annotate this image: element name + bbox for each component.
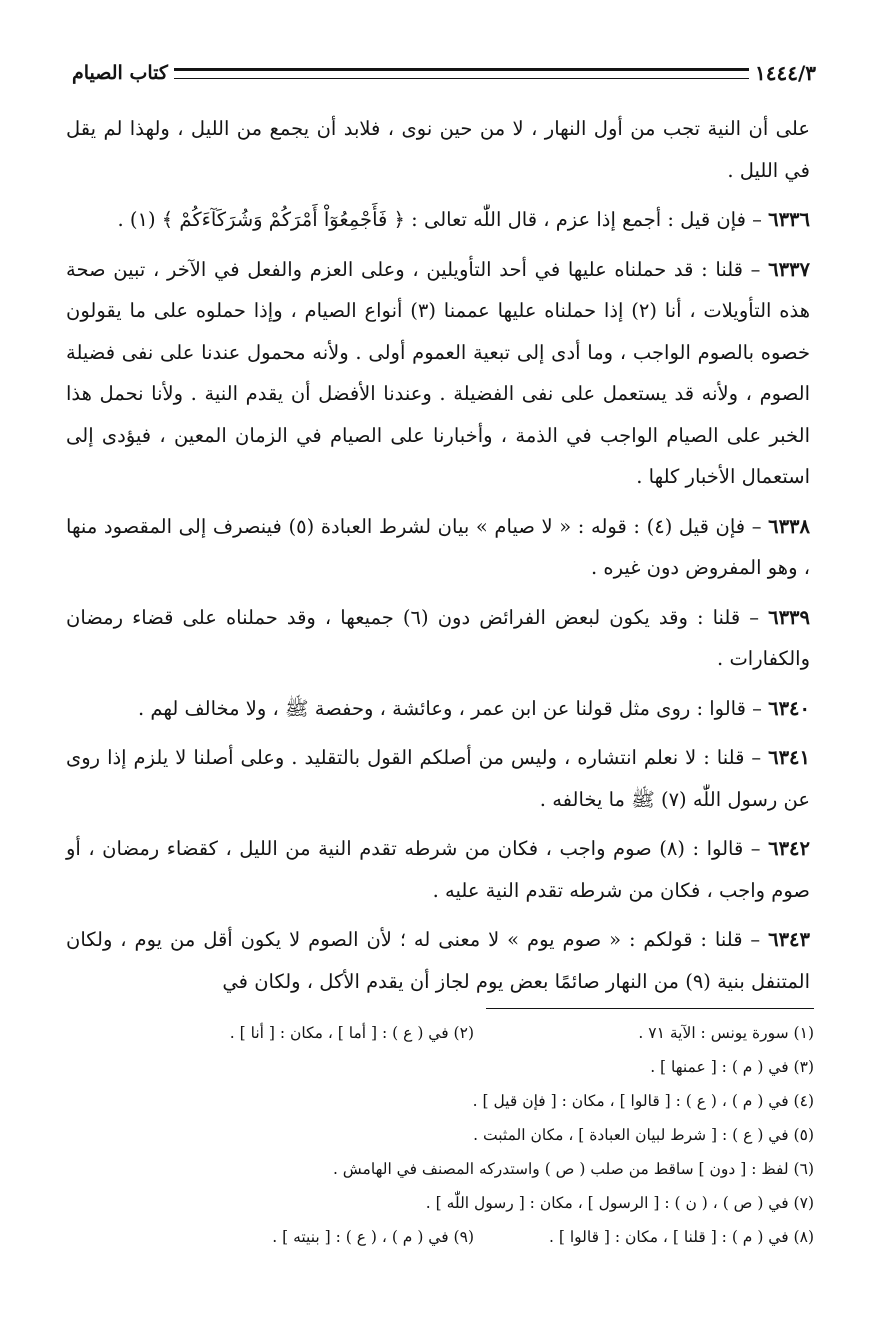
footnote: (٢) في ( ع ) : [ أما ] ، مكان : [ أنا ] .	[229, 1024, 474, 1042]
page-number: ١٤٤٤/٣	[754, 61, 816, 85]
footnote-row	[72, 1186, 814, 1220]
paragraph	[66, 688, 810, 730]
paragraph-number: ٦٣٣٧	[768, 257, 810, 281]
paragraph-text: – قالوا : (٨) صوم واجب ، فكان من شرطه تقدم النية من الليل ، كقضاء رمضان ، أو صوم واجب ، فكان من شرطه تقدم النية عليه .	[66, 837, 810, 902]
footnote-row	[72, 1050, 814, 1084]
footnote-row	[72, 1152, 814, 1186]
footnote: (١) سورة يونس : الآية ٧١ .	[638, 1024, 814, 1042]
running-header	[64, 56, 816, 90]
header-rule	[174, 68, 749, 79]
body-text	[66, 108, 810, 1010]
paragraph-number: ٦٣٣٨	[768, 514, 810, 538]
footnote-row	[72, 1118, 814, 1152]
paragraph-text: – قلنا : قولكم : « صوم يوم » لا معنى له ؛ لأن الصوم لا يكون أقل من يوم ، ولكان المتنفل بنية (٩) من النهار صائمًا بعض يوم لجاز أن يقدم الأكل ، ولكان في	[66, 928, 810, 993]
book-title: كتاب الصيام	[72, 62, 168, 84]
footnote: (٣) في ( م ) : [ عمنها ] .	[650, 1058, 814, 1076]
paragraph	[66, 249, 810, 498]
paragraph-text: على أن النية تجب من أول النهار ، لا من حين نوى ، فلابد أن يجمع من الليل ، ولهذا لم يقل في الليل .	[66, 117, 810, 182]
paragraph	[66, 199, 810, 241]
paragraph	[66, 919, 810, 1002]
footnote: (٥) في ( ع ) : [ شرط لبيان العبادة ] ، مكان المثبت .	[473, 1126, 814, 1144]
paragraph-text: – قالوا : روى مثل قولنا عن ابن عمر ، وعائشة ، وحفصة ﷺ ، ولا مخالف لهم .	[137, 696, 769, 720]
footnote: (٦) لفظ : [ دون ] ساقط من صلب ( ص ) واستدركه المصنف في الهامش .	[332, 1160, 814, 1178]
paragraph-text: – قلنا : قد حملناه عليها في أحد التأويلين ، وعلى العزم والفعل في الآخر ، تبين صحة هذه التأويلات ، أنا (٢) إذا حملناه عليها عممنا (٣) أنواع الصيام ، وإذا حملوه على ما يقولون خصوه بالصوم الواجب ، وما أدى إلى تبعية العموم أولى . ولأنه محمول عندنا على نفى فضيلة الصوم ، ولأنه قد يستعمل على نفى الفضيلة . وعندنا الأفضل أن يقدم النية . ولأنا نحمل هذا الخبر على الصيام الواجب في الذمة ، وأخبارنا على الصيام في الزمان المعين ، فيؤدى إلى استعمال الأخبار كلها .	[66, 257, 810, 488]
paragraph-number: ٦٣٤٠	[768, 696, 810, 720]
paragraph-number: ٦٣٣٩	[768, 605, 811, 629]
paragraph	[66, 737, 810, 820]
footnote-row	[72, 1084, 814, 1118]
paragraph-text: – قلنا : لا نعلم انتشاره ، وليس من أصلكم القول بالتقليد . وعلى أصلنا لا يلزم إذا روى عن رسول اللّٰه (٧) ﷺ ما يخالفه .	[66, 746, 810, 811]
footnotes	[72, 1016, 814, 1254]
footnote-row	[72, 1220, 814, 1254]
footnote-row	[72, 1016, 814, 1050]
paragraph	[66, 828, 810, 911]
paragraph	[66, 108, 810, 191]
footnote: (٩) في ( م ) ، ( ع ) : [ بنيته ] .	[272, 1228, 474, 1246]
paragraph-number: ٦٣٤٣	[768, 928, 810, 951]
footnote: (٧) في ( ص ) ، ( ن ) : [ الرسول ] ، مكان : [ رسول اللّٰه ] .	[425, 1194, 814, 1212]
paragraph	[66, 597, 810, 680]
paragraph-number: ٦٣٤١	[768, 746, 810, 769]
paragraph-number: ٦٣٣٦	[768, 208, 810, 231]
paragraph	[66, 506, 810, 589]
footnote-divider	[486, 1008, 814, 1009]
paragraph-text: – فإن قيل : أجمع إذا عزم ، قال اللّٰه تعالى : ﴿ فَأَجْمِعُوٓاْ أَمْرَكُمْ وَشُرَكَآءَكُمْ ﴾ (١) .	[117, 208, 769, 231]
footnote: (٨) في ( م ) : [ قلنا ] ، مكان : [ قالوا ] .	[548, 1228, 814, 1246]
paragraph-text: – فإن قيل (٤) : قوله : « لا صيام » بيان لشرط العبادة (٥) فينصرف إلى المقصود منها ، وهو المفروض دون غيره .	[66, 514, 810, 579]
footnote: (٤) في ( م ) ، ( ع ) : [ قالوا ] ، مكان : [ فإن قيل ] .	[472, 1092, 814, 1110]
paragraph-text: – قلنا : وقد يكون لبعض الفرائض دون (٦) جميعها ، وقد حملناه على قضاء رمضان والكفارات .	[66, 605, 810, 670]
paragraph-number: ٦٣٤٢	[768, 837, 810, 860]
